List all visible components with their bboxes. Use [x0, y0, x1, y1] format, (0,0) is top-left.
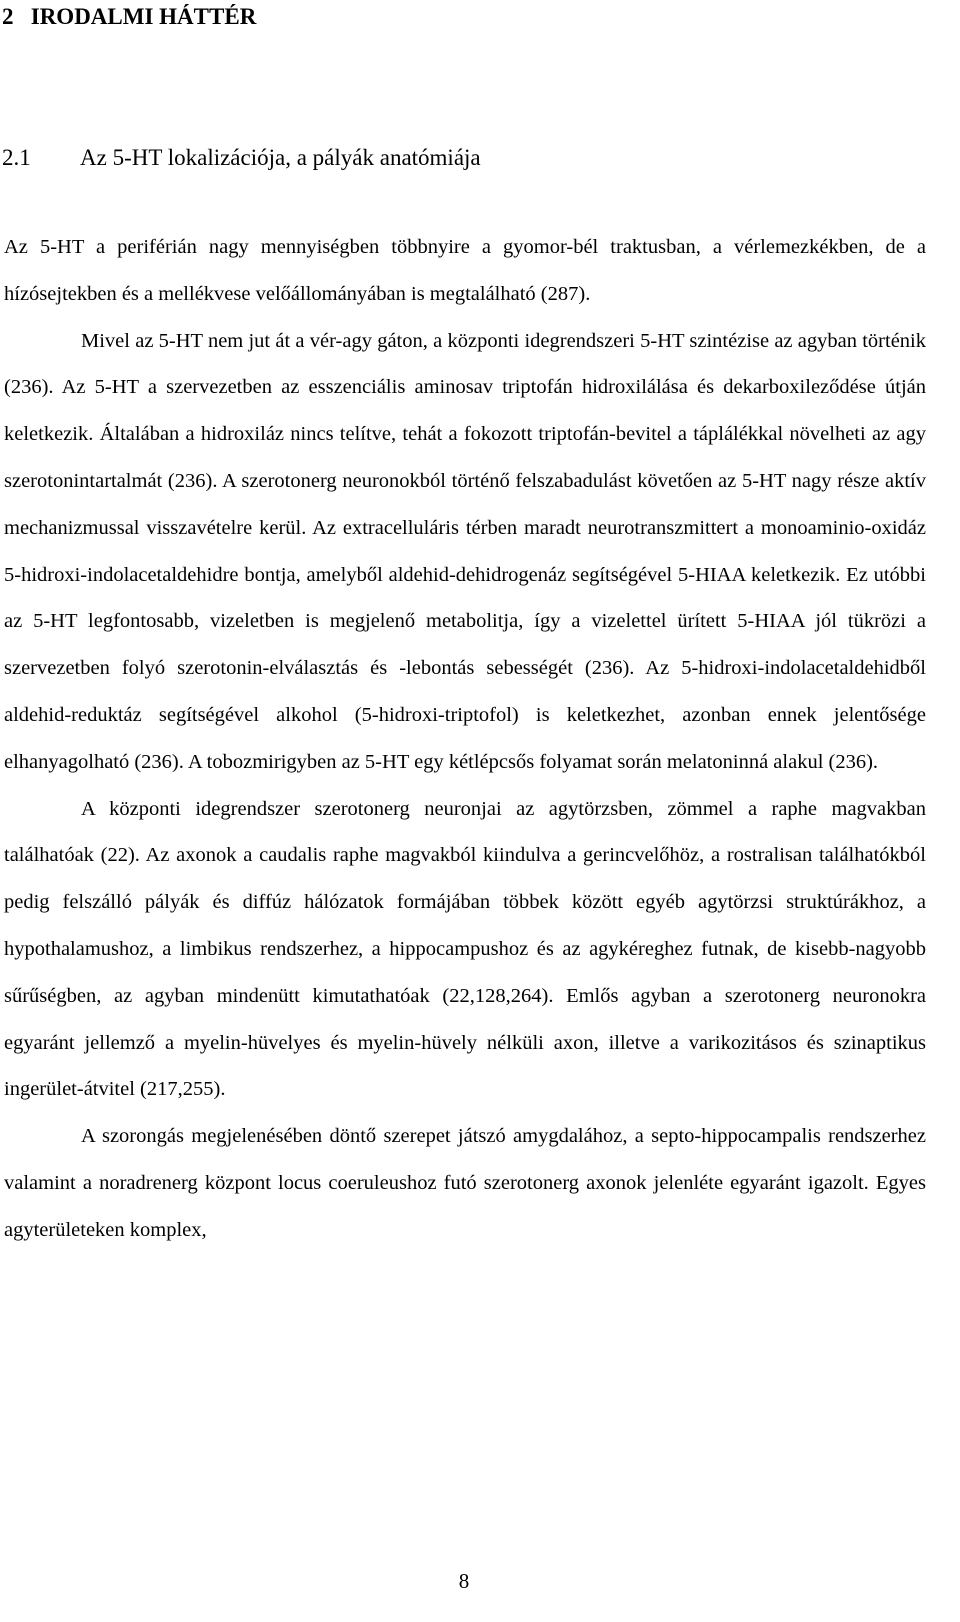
chapter-number: 2 [2, 4, 14, 29]
paragraph: Mivel az 5-HT nem jut át a vér-agy gáton, a központi idegrendszeri 5-HT szintézise az agyban történik (236). Az 5-HT a szervezetben az esszenciális aminosav triptofán hidroxilálása és dekarboxileződése útján keletkezik. Általában a hidroxiláz nincs telítve, tehát a fokozott triptofán-bevitel a táplálékkal növelheti az agy szerotonintartalmát (236). A szerotonerg neuronokból történő felszabadulást követően az 5-HT nagy része aktív mechanizmussal visszavételre kerül. Az extracelluláris térben maradt neurotranszmittert a monoaminio-oxidáz 5-hidroxi-indolacetaldehidre bontja, amelyből aldehid-dehidrogenáz segítségével 5-HIAA keletkezik. Ez utóbbi az 5-HT legfontosabb, vizeletben is megjelenő metabolitja, így a vizelettel ürített 5-HIAA jól tükrözi a szervezetben folyó szerotonin-elválasztás és -lebontás sebességét (236). Az 5-hidroxi-indolacetaldehidből aldehid-reduktáz segítségével alkohol (5-hidroxi-triptofol) is keletkezhet, azonban ennek jelentősége elhanyagolható (236). A tobozmirigyben az 5-HT egy kétlépcsős folyamat során melatoninná alakul (236). [4, 329, 926, 773]
page-number: 8 [458, 1569, 470, 1593]
paragraph: A szorongás megjelenésében döntő szerepet játszó amygdalához, a septo-hippocampalis rendszerhez valamint a noradrenerg központ locus coeruleushoz futó szerotonerg axonok jelenléte egyaránt igazolt. Egyes agyterületeken komplex, [4, 1125, 926, 1241]
chapter-title: IRODALMI HÁTTÉR [30, 4, 257, 29]
section-title: Az 5-HT lokalizációja, a pályák anatómiája [80, 145, 481, 170]
paragraph: A központi idegrendszer szerotonerg neuronjai az agytörzsben, zömmel a raphe magvakban találhatóak (22). Az axonok a caudalis raphe magvakból kiindulva a gerincvelőhöz, a rostralisan találhatókból pedig felszálló pályák és diffúz hálózatok formájában többek között egyéb agytörzsi struktúrákhoz, a hypothalamushoz, a limbikus rendszerhez, a hippocampushoz és az agykéreghez futnak, de kisebb-nagyobb sűrűségben, az agyban mindenütt kimutathatóak (22,128,264). Emlős agyban a szerotonerg neuronokra egyaránt jellemző a myelin-hüvelyes és myelin-hüvely nélküli axon, illetve a varikozitásos és szinaptikus ingerület-átvitel (217,255). [4, 797, 926, 1101]
body-text [4, 224, 926, 1254]
section-heading [2, 143, 481, 173]
paragraph: Az 5-HT a periférián nagy mennyiségben többnyire a gyomor-bél traktusban, a vérlemezkékben, de a hízósejtekben és a mellékvese velőállományában is megtalálható (287). [4, 236, 926, 305]
chapter-heading [2, 2, 256, 32]
section-number: 2.1 [2, 145, 31, 170]
